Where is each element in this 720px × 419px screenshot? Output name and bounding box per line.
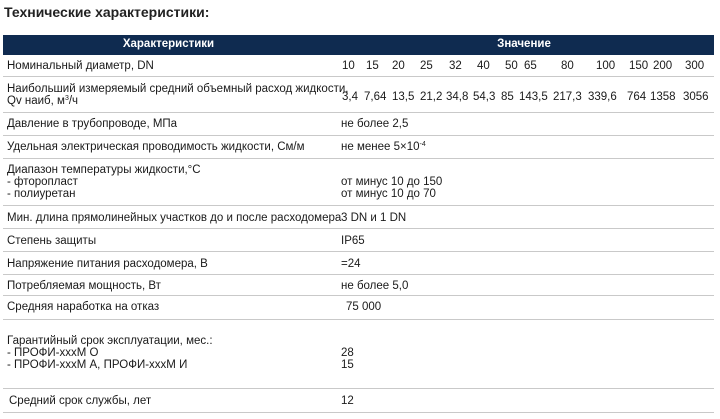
- flow-value: 54,3: [473, 91, 496, 103]
- row-value: 75 000: [346, 301, 382, 313]
- table-row-conductivity: [3, 136, 714, 159]
- row-label: Напряжение питания расходомера, В: [7, 258, 208, 270]
- table-row-straight-sections: [3, 206, 714, 229]
- dn-value: 10: [342, 60, 355, 72]
- dn-value: 65: [524, 60, 537, 72]
- table-row-power: [3, 275, 714, 296]
- row-value: от минус 10 до 70: [341, 188, 436, 200]
- row-label: Степень защиты: [7, 235, 97, 247]
- flow-value: 3,4: [342, 91, 358, 103]
- dn-value: 100: [596, 60, 616, 72]
- row-value: от минус 10 до 150: [341, 176, 443, 188]
- table-header: [3, 35, 714, 55]
- table-row-nominal-diameter: [3, 55, 714, 77]
- flow-value: 1358: [650, 91, 676, 103]
- table-row-service-life: [3, 389, 714, 413]
- row-label: Средняя наработка на отказ: [7, 301, 160, 313]
- header-value: Значение: [497, 38, 551, 50]
- table-row-max-flow: [3, 77, 714, 113]
- row-sublabel: - фторопласт: [7, 176, 78, 188]
- table-row-temperature: [3, 159, 714, 206]
- row-label: Средний срок службы, лет: [9, 395, 152, 407]
- flow-value: 217,3: [553, 91, 582, 103]
- dn-value: 50: [505, 60, 518, 72]
- row-label: Номинальный диаметр, DN: [7, 60, 154, 72]
- flow-value: 7,64: [364, 91, 387, 103]
- row-label: Давление в трубопроводе, МПа: [7, 118, 178, 130]
- page-title: Технические характеристики:: [4, 4, 210, 20]
- row-label: Диапазон температуры жидкости,°С: [7, 164, 201, 176]
- dn-value: 200: [653, 60, 673, 72]
- table-row-mtbf: [3, 296, 714, 320]
- dn-value: 32: [449, 60, 462, 72]
- row-value: 28: [341, 347, 354, 359]
- row-label: Наибольший измеряемый средний объемный расход жидкости,: [7, 83, 349, 95]
- row-value: не более 5,0: [341, 280, 409, 292]
- table-row-warranty: [3, 320, 714, 389]
- dn-value: 40: [477, 60, 490, 72]
- table-row-pressure: [3, 113, 714, 136]
- row-value: не более 2,5: [341, 118, 409, 130]
- row-label: Потребляемая мощность, Вт: [7, 280, 161, 292]
- flow-value: 85: [501, 91, 514, 103]
- dn-value: 25: [420, 60, 433, 72]
- header-characteristics: Характеристики: [122, 38, 215, 50]
- row-label: Гарантийный срок эксплуатации, мес.:: [7, 335, 213, 347]
- dn-value: 20: [392, 60, 405, 72]
- flow-value: 34,8: [446, 91, 469, 103]
- flow-value: 339,6: [588, 91, 617, 103]
- row-sublabel: - ПРОФИ-хххМ О: [7, 347, 99, 359]
- row-value: 12: [341, 395, 354, 407]
- row-value: не менее $5\times 10^{-4}$: [341, 141, 426, 153]
- flow-value: 21,2: [420, 91, 443, 103]
- flow-value: 143,5: [519, 91, 548, 103]
- row-label: Мин. длина прямолинейных участков до и после расходомера: [7, 212, 342, 224]
- row-value: =24: [341, 258, 361, 270]
- dn-value: 80: [561, 60, 574, 72]
- row-label-line2: Qv наиб, $м^3/ч$: [7, 95, 79, 107]
- flow-value: 13,5: [392, 91, 415, 103]
- dn-value: 300: [685, 60, 705, 72]
- table-row-voltage: [3, 252, 714, 275]
- row-label: Удельная электрическая проводимость жидкости, См/м: [7, 141, 305, 153]
- row-value: 3 DN и 1 DN: [341, 212, 407, 224]
- flow-value: 764: [627, 91, 647, 103]
- dn-value: 150: [629, 60, 649, 72]
- row-sublabel: - полиуретан: [7, 188, 76, 200]
- flow-value: 3056: [683, 91, 709, 103]
- row-value: 15: [341, 359, 354, 371]
- row-sublabel: - ПРОФИ-хххМ А, ПРОФИ-хххМ И: [7, 359, 188, 371]
- dn-value: 15: [366, 60, 379, 72]
- table-row-protection: [3, 229, 714, 252]
- row-value: IP65: [341, 235, 365, 247]
